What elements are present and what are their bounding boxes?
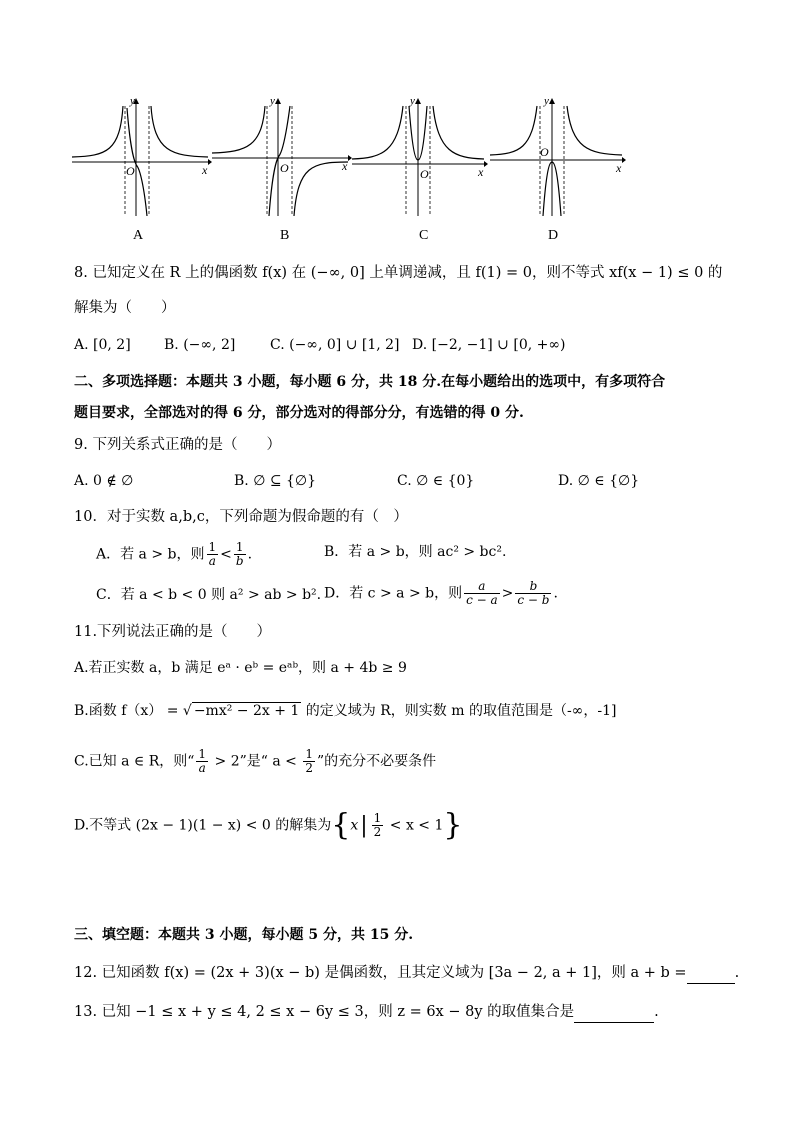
- q11-option-c-prefix: C.已知 a ∈ R，则“: [74, 753, 195, 770]
- q11-option-c-frac2: [303, 748, 315, 775]
- graph-c-y-label: y: [410, 96, 415, 107]
- q9-option-c: C. ∅ ∈ {0}: [397, 473, 475, 489]
- frac-numerator: 1: [208, 540, 217, 554]
- section2-heading-line2: 题目要求，全部选对的得 6 分，部分选对的得部分分，有选错的得 0 分.: [74, 405, 524, 421]
- q10-option-a-frac1: [207, 541, 219, 568]
- frac-denominator: c − b: [517, 593, 550, 607]
- frac-numerator: 1: [305, 747, 313, 761]
- q10-option-a-frac2: [234, 541, 246, 568]
- graph-a-origin-label: O: [126, 164, 135, 178]
- q11-option-d-set-var: x: [350, 817, 359, 834]
- q9-option-b: B. ∅ ⊆ {∅}: [234, 473, 317, 489]
- q10-option-d-frac1: [464, 580, 500, 607]
- q10-option-b: B．若 a > b，则 ac² > bc².: [324, 544, 507, 560]
- left-brace-icon: {: [331, 807, 351, 843]
- q9-stem: 9. 下列关系式正确的是（ ）: [74, 437, 281, 453]
- q10-option-d: [324, 580, 558, 607]
- q11-option-c: [74, 748, 436, 775]
- q12-text: 12. 已知函数 f(x) = (2x + 3)(x − b) 是偶函数，且其定义域为 [3a − 2, a + 1]，则 a + b =: [74, 965, 687, 981]
- frac-numerator: 1: [234, 541, 246, 555]
- q11-stem: 11.下列说法正确的是（ ）: [74, 624, 272, 640]
- q12-answer-blank[interactable]: [687, 961, 735, 984]
- q13-stem: [74, 1000, 659, 1023]
- graph-a-label: A: [133, 228, 144, 243]
- q11-option-d-set-body: < x < 1: [385, 817, 444, 834]
- q10-option-d-suffix: .: [553, 585, 558, 602]
- frac-denominator: a: [208, 554, 216, 568]
- section3-heading: 三、填空题：本题共 3 小题，每小题 5 分，共 15 分.: [74, 927, 414, 943]
- graph-d: [490, 96, 630, 221]
- graph-b-label: B: [280, 228, 290, 243]
- q11-option-b-radicand: −mx² − 2x + 1: [193, 703, 300, 719]
- graph-a: [72, 96, 212, 221]
- q8-option-d: D. [−2, −1] ∪ [0, +∞): [412, 337, 566, 353]
- q11-option-a: A.若正实数 a，b 满足 eᵃ · eᵇ = eᵃᵇ，则 a + 4b ≥ 9: [74, 660, 407, 676]
- frac-denominator: c − a: [466, 593, 498, 607]
- frac-denominator: 2: [373, 825, 382, 839]
- q11-option-b-prefix: B.函数 f（x） =: [74, 703, 183, 719]
- q8-stem-line1: 8. 已知定义在 R 上的偶函数 f(x) 在 (−∞, 0] 上单调递减，且 f(1) = 0，则不等式 xf(x − 1) ≤ 0 的: [74, 265, 723, 281]
- q10-option-a: [96, 541, 252, 568]
- q11-option-d: [74, 807, 463, 843]
- q8-option-b: B. (−∞, 2]: [164, 337, 236, 353]
- q11-option-b-suffix: 的定义域为 R，则实数 m 的取值范围是（-∞，-1]: [301, 703, 617, 719]
- graph-d-label: D: [548, 228, 559, 243]
- frac-numerator: a: [464, 580, 500, 594]
- q10-option-d-frac2: [515, 580, 551, 607]
- frac-denominator: 2: [305, 761, 313, 775]
- graph-c: [352, 96, 492, 221]
- graph-b: [212, 96, 352, 221]
- q9-option-d: D. ∅ ∈ {∅}: [558, 473, 640, 489]
- q12-end: .: [734, 965, 740, 981]
- q11-option-b: [74, 700, 616, 722]
- frac-denominator: a: [198, 761, 206, 775]
- q10-option-a-prefix: A．若 a > b，则: [96, 546, 205, 563]
- q9-option-a: A. 0 ∉ ∅: [74, 473, 134, 489]
- q10-stem: 10．对于实数 a,b,c，下列命题为假命题的有（ ）: [74, 509, 408, 525]
- sqrt-icon: √: [182, 703, 192, 719]
- graph-a-x-label: x: [202, 163, 208, 177]
- q13-end: .: [654, 1004, 659, 1020]
- graph-c-origin-label: O: [420, 167, 429, 181]
- q13-answer-blank[interactable]: [574, 1000, 654, 1023]
- frac-numerator: 1: [373, 811, 382, 825]
- frac-numerator: 1: [198, 747, 207, 761]
- frac-numerator: b: [515, 580, 551, 594]
- q10-option-c: C．若 a < b < 0 则 a² > ab > b².: [96, 587, 322, 603]
- q11-option-c-middle: > 2”是“ a <: [210, 753, 302, 770]
- graph-c-label: C: [419, 228, 429, 243]
- q8-stem-line2: 解集为（ ）: [74, 300, 176, 316]
- right-brace-icon: }: [443, 807, 463, 843]
- graph-b-x-label: x: [342, 159, 348, 173]
- frac-denominator: b: [235, 554, 244, 568]
- q10-option-a-relation: <: [220, 546, 232, 563]
- graph-b-origin-label: O: [280, 161, 289, 175]
- q10-option-a-suffix: .: [247, 546, 253, 563]
- q13-text: 13. 已知 −1 ≤ x + y ≤ 4, 2 ≤ x − 6y ≤ 3，则 z = 6x − 8y 的取值集合是: [74, 1004, 575, 1020]
- vertical-bar-icon: |: [360, 812, 368, 838]
- q11-option-c-frac1: [196, 748, 208, 775]
- q11-option-d-frac: [372, 812, 384, 839]
- q10-option-d-prefix: D．若 c > a > b，则: [324, 585, 463, 602]
- q11-option-d-prefix: D.不等式 (2x − 1)(1 − x) < 0 的解集为: [74, 817, 332, 834]
- graph-d-x-label: x: [616, 161, 622, 175]
- section2-heading-line1: 二、多项选择题：本题共 3 小题，每小题 6 分，共 18 分.在每小题给出的选项中，有多项符合: [74, 374, 666, 390]
- q8-option-c: C. (−∞, 0] ∪ [1, 2]: [270, 337, 400, 353]
- q10-option-d-relation: >: [501, 585, 514, 602]
- graph-b-y-label: y: [270, 96, 275, 107]
- q8-option-a: A. [0, 2]: [74, 337, 131, 353]
- graph-c-x-label: x: [478, 165, 484, 179]
- q11-option-c-suffix: ”的充分不必要条件: [316, 753, 437, 770]
- graph-d-origin-label: O: [540, 145, 549, 159]
- graph-d-y-label: y: [544, 96, 549, 107]
- q12-stem: [74, 961, 739, 984]
- graph-a-y-label: y: [130, 96, 135, 107]
